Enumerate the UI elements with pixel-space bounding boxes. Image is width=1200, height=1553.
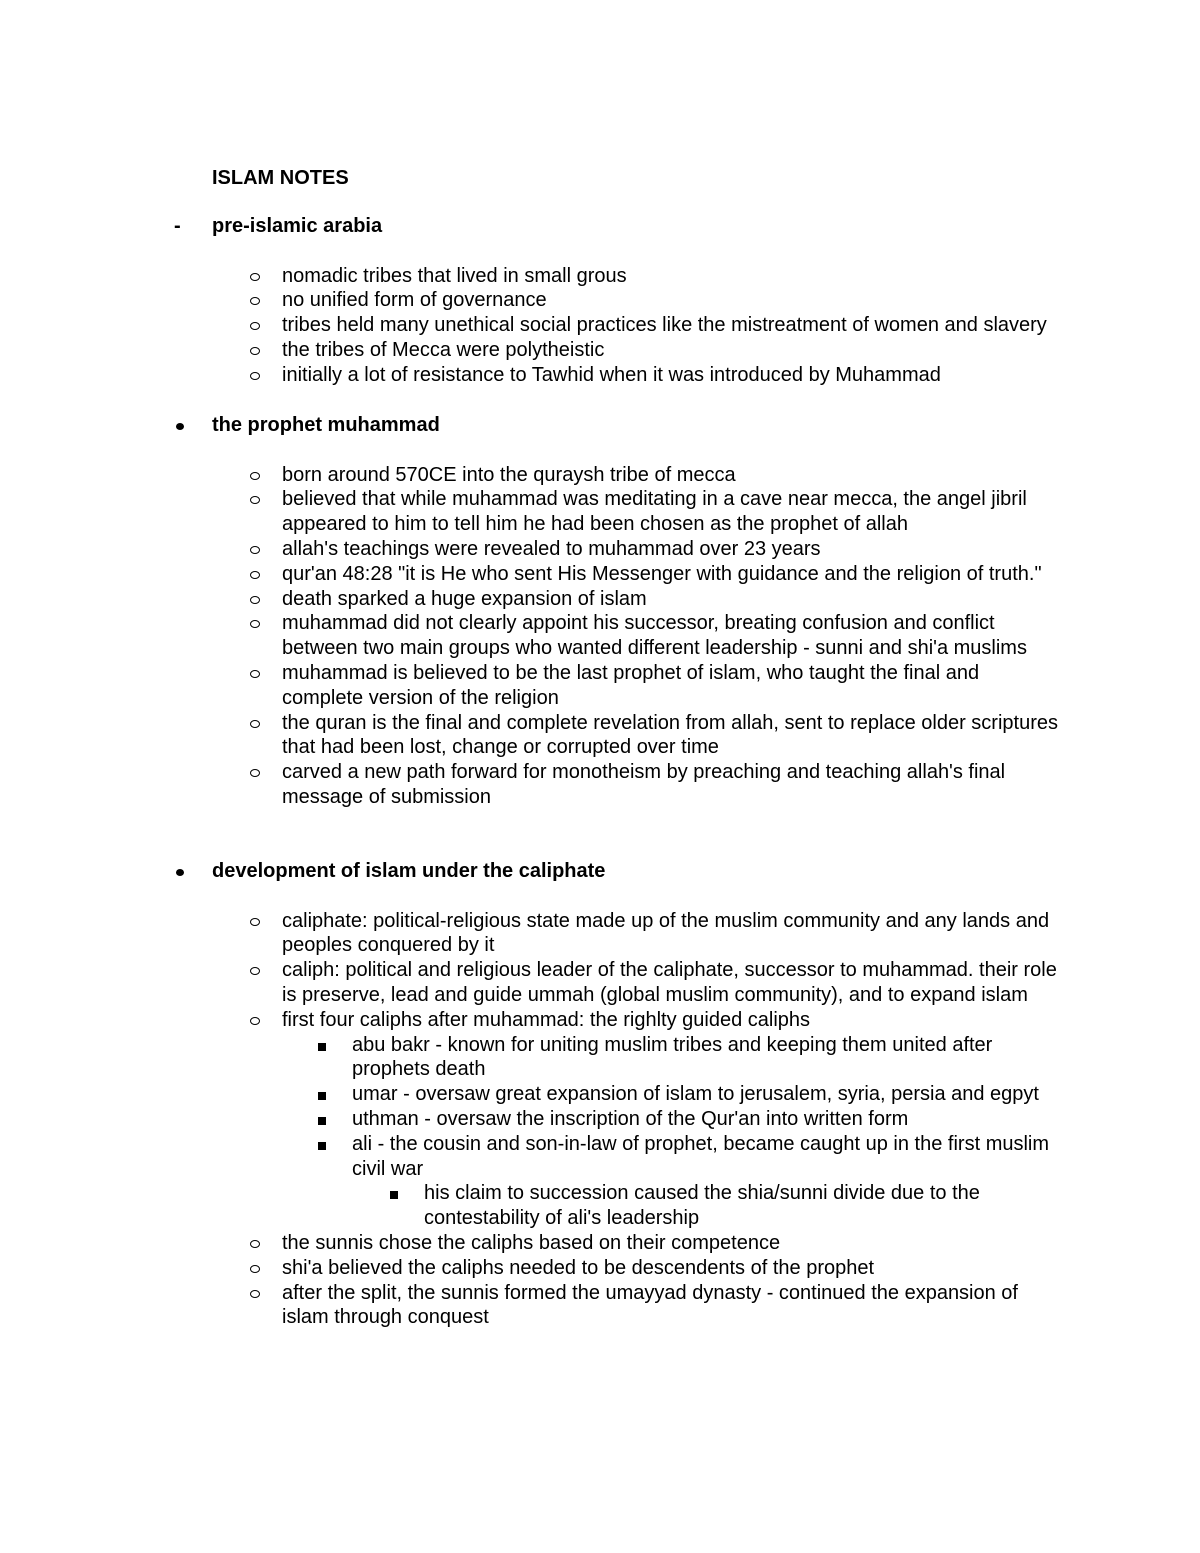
section-caliphate	[0, 859, 1200, 1330]
list-item: allah's teachings were revealed to muhammad over 23 years	[0, 537, 1062, 562]
square-bullet-icon	[390, 1191, 398, 1199]
page-title: ISLAM NOTES	[212, 167, 349, 189]
section-heading-row	[0, 859, 1200, 884]
list-item: the tribes of Mecca were polytheistic	[0, 338, 1062, 363]
bullet-list	[0, 463, 1200, 810]
hollow-circle-bullet-icon	[250, 472, 260, 480]
hollow-circle-bullet-icon	[250, 1017, 260, 1025]
square-bullet-icon	[318, 1043, 326, 1051]
list-item: qur'an 48:28 "it is He who sent His Messenger with guidance and the religion of truth."	[0, 562, 1062, 587]
hollow-circle-bullet-icon	[250, 372, 260, 380]
hollow-circle-bullet-icon	[250, 1240, 260, 1248]
caliph-item: uthman - oversaw the inscription of the Qur'an into written form	[0, 1107, 1062, 1132]
hollow-circle-bullet-icon	[250, 918, 260, 926]
hollow-circle-bullet-icon	[250, 720, 260, 728]
section-heading-row	[0, 413, 1200, 438]
list-item: tribes held many unethical social practices like the mistreatment of women and slavery	[0, 313, 1062, 338]
list-item: carved a new path forward for monotheism by preaching and teaching allah's final message of submission	[0, 760, 1062, 810]
list-item: believed that while muhammad was meditating in a cave near mecca, the angel jibril appeared to him to tell him he had been chosen as the prophet of allah	[0, 487, 1062, 537]
list-item: first four caliphs after muhammad: the righlty guided caliphs	[0, 1008, 1062, 1033]
bullet-list	[0, 264, 1200, 388]
square-bullet-icon	[318, 1092, 326, 1100]
caliph-sub-item: his claim to succession caused the shia/sunni divide due to the contestability of ali's leadership	[0, 1181, 1062, 1231]
hollow-circle-bullet-icon	[250, 322, 260, 330]
square-bullet-icon	[318, 1117, 326, 1125]
hollow-circle-bullet-icon	[250, 620, 260, 628]
hollow-circle-bullet-icon	[250, 571, 260, 579]
hollow-circle-bullet-icon	[250, 546, 260, 554]
section-pre-islamic-arabia	[0, 214, 1200, 388]
bullet-list	[0, 909, 1200, 1331]
list-item: born around 570CE into the quraysh tribe of mecca	[0, 463, 1062, 488]
list-item: shi'a believed the caliphs needed to be descendents of the prophet	[0, 1256, 1062, 1281]
caliph-item: umar - oversaw great expansion of islam to jerusalem, syria, persia and egpyt	[0, 1082, 1062, 1107]
list-item: caliphate: political-religious state made up of the muslim community and any lands and peoples conquered by it	[0, 909, 1062, 959]
dash-marker: -	[174, 215, 181, 237]
list-item: no unified form of governance	[0, 288, 1062, 313]
list-item: nomadic tribes that lived in small grous	[0, 264, 1062, 289]
square-bullet-icon	[318, 1142, 326, 1150]
hollow-circle-bullet-icon	[250, 596, 260, 604]
section-heading: the prophet muhammad	[212, 414, 440, 436]
hollow-circle-bullet-icon	[250, 769, 260, 777]
hollow-circle-bullet-icon	[250, 347, 260, 355]
caliph-item: abu bakr - known for uniting muslim tribes and keeping them united after prophets death	[0, 1033, 1062, 1083]
section-heading-row	[0, 214, 1200, 239]
hollow-circle-bullet-icon	[250, 1290, 260, 1298]
list-item: muhammad is believed to be the last prophet of islam, who taught the final and complete version of the religion	[0, 661, 1062, 711]
section-heading: development of islam under the caliphate	[212, 860, 606, 882]
section-prophet-muhammad	[0, 413, 1200, 810]
hollow-circle-bullet-icon	[250, 670, 260, 678]
list-item: the sunnis chose the caliphs based on their competence	[0, 1231, 1062, 1256]
hollow-circle-bullet-icon	[250, 967, 260, 975]
list-item: initially a lot of resistance to Tawhid when it was introduced by Muhammad	[0, 363, 1062, 388]
hollow-circle-bullet-icon	[250, 273, 260, 281]
section-heading: pre-islamic arabia	[212, 215, 383, 237]
hollow-circle-bullet-icon	[250, 1265, 260, 1273]
caliph-item: ali - the cousin and son-in-law of prophet, became caught up in the first muslim civil war	[0, 1132, 1062, 1182]
list-item: after the split, the sunnis formed the umayyad dynasty - continued the expansion of islam through conquest	[0, 1281, 1062, 1331]
list-item: death sparked a huge expansion of islam	[0, 587, 1062, 612]
hollow-circle-bullet-icon	[250, 297, 260, 305]
hollow-circle-bullet-icon	[250, 496, 260, 504]
list-item: caliph: political and religious leader of the caliphate, successor to muhammad. their role is preserve, lead and guide ummah (global muslim community), and to expand islam	[0, 958, 1062, 1008]
list-item: the quran is the final and complete revelation from allah, sent to replace older scriptures that had been lost, change or corrupted over time	[0, 711, 1062, 761]
list-item: muhammad did not clearly appoint his successor, breating confusion and conflict between two main groups who wanted different leadership - sunni and shi'a muslims	[0, 611, 1062, 661]
